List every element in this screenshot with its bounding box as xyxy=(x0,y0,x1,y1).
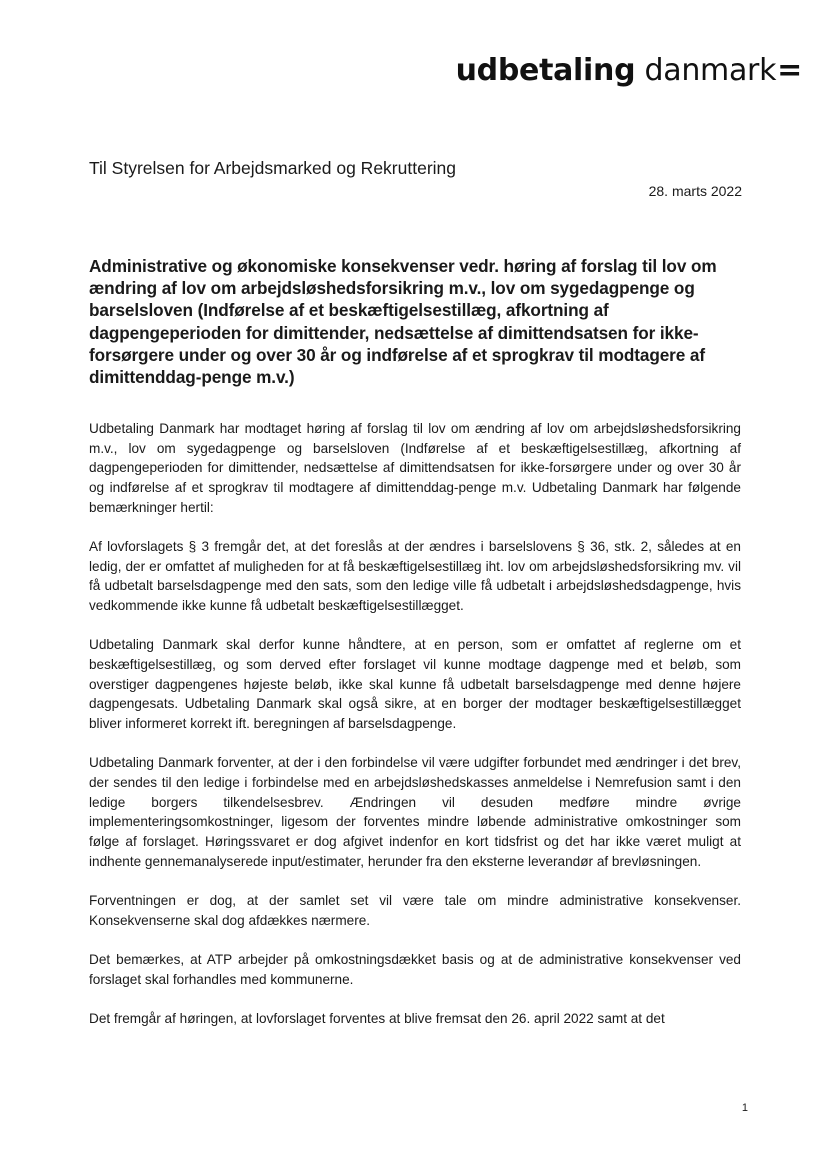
body-paragraph: Af lovforslagets § 3 fremgår det, at det foreslås at der ændres i barselslovens § 36, stk. 2, således at en ledig, der er omfattet af muligheden for at få beskæftigelsestillæg iht. lov om arbejdsløshedsforsikring mv. vil få udbetalt barselsdagpenge med den sats, som den ledige ville få udbetalt i arbejdsløshedsdagpenge, hvis vedkommende ikke kunne få udbetalt beskæftigelsestillægget. xyxy=(89,539,741,614)
body-paragraph: Udbetaling Danmark har modtaget høring af forslag til lov om ændring af lov om arbejdsløshedsforsikring m.v., lov om sygedagpenge og barselsloven (Indførelse af et beskæftigelsestillæg, afkortning af dagpengeperioden for dimittender, nedsættelse af dimittendsatsen for ikke-forsørgere under og over 30 år og indførelse af et sprogkrav til modtagere af dimittenddag-penge m.v. Udbetaling Danmark har følgende bemærkninger hertil: xyxy=(89,421,741,515)
recipient-line: Til Styrelsen for Arbejdsmarked og Rekruttering xyxy=(89,158,457,178)
logo-equals-mark: = xyxy=(777,53,802,88)
body-paragraph: Udbetaling Danmark skal derfor kunne håndtere, at en person, som er omfattet af reglerne om et beskæftigelsestillæg, og som derved efter forslaget vil kunne modtage dagpenge med et beløb, som overstiger dagpengenes højeste beløb, ikke skal kunne få udbetalt barselsdagpenge med denne højere dagpengesats. Udbetaling Danmark skal også sikre, at en borger der modtager beskæftigelsestillægget bliver informeret korrekt ift. beregningen af barselsdagpenge. xyxy=(89,637,741,732)
page-number: 1 xyxy=(741,1102,748,1114)
udbetaling-danmark-logo xyxy=(456,52,802,90)
body-paragraph: Det bemærkes, at ATP arbejder på omkostningsdækket basis og at de administrative konsekvenser ved forslaget skal forhandles med kommunerne. xyxy=(89,951,741,987)
letter-date: 28. marts 2022 xyxy=(648,183,742,199)
body-paragraph: Udbetaling Danmark forventer, at der i den forbindelse vil være udgifter forbundet med ændringer i det brev, der sendes til den ledige i forbindelse med en arbejdsløshedskasses anmeldelse i Nemrefusion samt i den ledige borgers tilkendelsesbrev. Ændringen vil desuden medføre mindre øvrige implementeringsomkostninger, ligesom der forventes mindre løbende administrative omkostninger som følge af forslaget. Høringssvaret er dog afgivet indenfor en kort tidsfrist og det har ikke været muligt at indhente gennemanalyserede input/estimater, herunder fra den eksterne leverandør af brevløsningen. xyxy=(89,755,741,869)
body-paragraph: Forventningen er dog, at der samlet set vil være tale om mindre administrative konsekvenser. Konsekvenserne skal dog afdækkes nærmere. xyxy=(89,893,741,928)
letter-body xyxy=(89,419,741,1048)
body-paragraph: Det fremgår af høringen, at lovforslaget forventes at blive fremsat den 26. april 2022 samt at det xyxy=(89,1010,665,1026)
logo-wordmark-light: danmark xyxy=(644,53,777,88)
logo-wordmark-bold: udbetaling xyxy=(455,53,636,88)
letter-title: Administrative og økonomiske konsekvenser vedr. høring af forslag til lov om ændring af lov om arbejdsløshedsforsikring m.v., lov om sygedagpenge og barselsloven (Indførelse af et beskæftigelsestillæg, afkortning af dagpengeperioden for dimittender, nedsættelse af dimittendsatsen for ikke-forsørgere under og over 30 år og indførelse af et sprogkrav til modtagere af dimittenddag-penge m.v.) xyxy=(89,256,717,388)
